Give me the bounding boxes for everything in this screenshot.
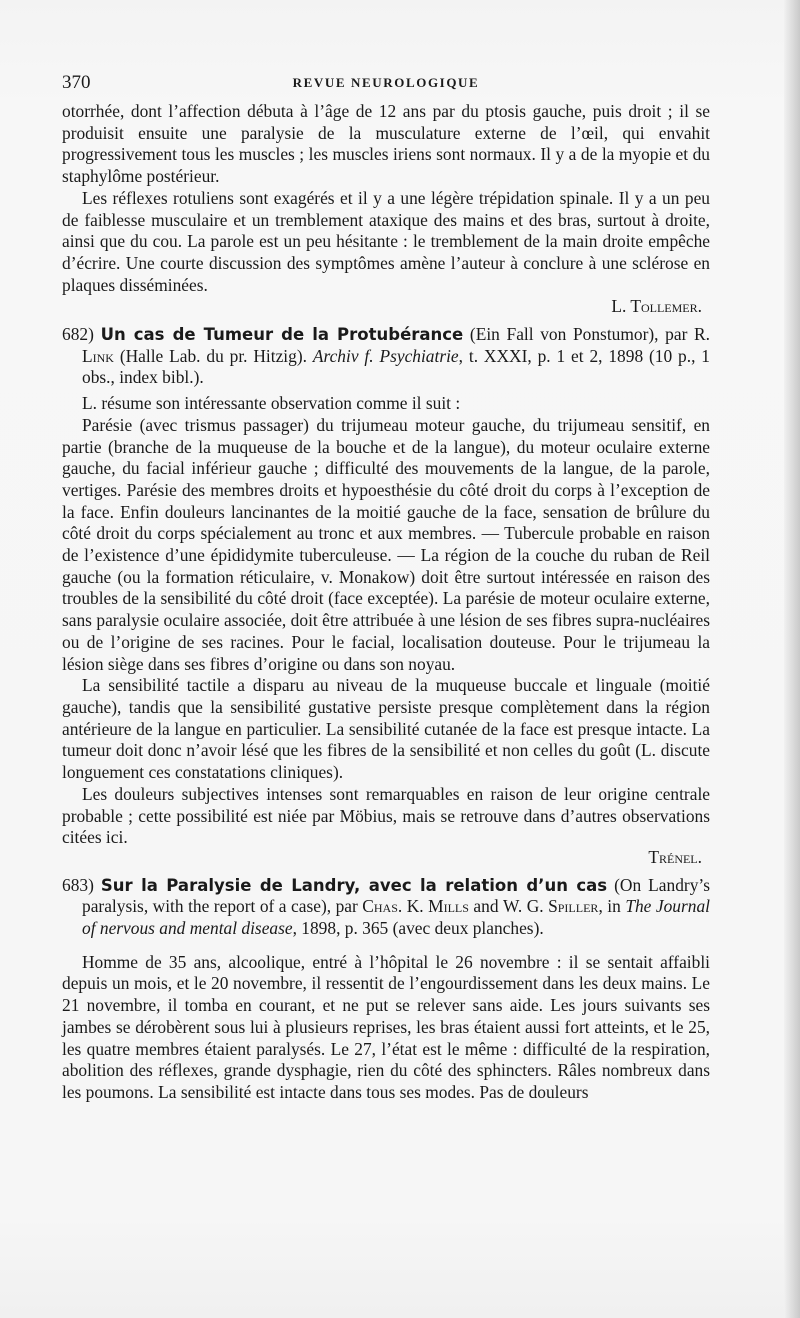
entry-682-paragraph-1: L. résume son intéressante observation comme il suit : bbox=[82, 393, 461, 414]
entry-683-title: Sur la Paralysie de Landry, avec la relation d’un cas bbox=[100, 875, 608, 895]
continuation-paragraph-1: otorrhée, dont l’affection débuta à l’âge de 12 ans par du ptosis gauche, puis droit ; il se produisit ensuite une paralysie de la musculature externe de l’œil, qui envahit progressivement tous les muscles ; les muscles iriens sont normaux. Il y a de la myopie et du staphylôme postérieur. bbox=[62, 101, 710, 187]
entry-682-author: Link bbox=[82, 345, 114, 366]
entry-682-ref-c: , t. XXXI, p. 1 et 2, 1898 (10 p., 1 obs., index bibl.). bbox=[82, 345, 710, 388]
entry-683-heading bbox=[62, 875, 710, 940]
page-edge-shadow bbox=[784, 0, 800, 1318]
spacer bbox=[62, 944, 710, 952]
entry-683-author-1: Chas. K. Mills bbox=[362, 896, 469, 917]
entry-683-number: 683) bbox=[62, 874, 94, 895]
page-number: 370 bbox=[62, 72, 91, 93]
entry-683-ref-a: (On Landry’s paralysis, with the report of a case), par bbox=[82, 874, 710, 917]
running-title: REVUE NEUROLOGIQUE bbox=[292, 75, 480, 90]
entry-682-journal: Archiv f. Psychiatrie bbox=[312, 345, 459, 366]
entry-682-title: Un cas de Tumeur de la Protubérance bbox=[100, 325, 464, 345]
entry-682-number: 682) bbox=[62, 324, 94, 345]
entry-682-heading bbox=[62, 324, 710, 389]
entry-682-paragraph-3: La sensibilité tactile a disparu au niveau de la muqueuse buccale et linguale (moitié gauche), tandis que la sensibilité gustative persiste presque complètement dans la région antérieure de la langue en particulier. La sensibilité cutanée de la face est presque intacte. La tumeur doit donc n’avoir lésé que les fibres de la sensibilité et non celles du goût (L. discute longuement ces constatations cliniques). bbox=[62, 675, 710, 783]
entry-683-ref-and: and bbox=[468, 896, 504, 917]
signature-tollemer: L. Tollemer. bbox=[611, 296, 702, 317]
continuation-paragraph-2: Les réflexes rotuliens sont exagérés et il y a une légère trépidation spinale. Il y a un peu de faiblesse musculaire et un tremblement ataxique des mains et des bras, surtout à droite, ainsi que du cou. La parole est un peu hésitante : le tremblement de la main droite empêche d’écrire. Une courte discussion des symptômes amène l’auteur à conclure à une sclérose en plaques disséminées. bbox=[62, 187, 710, 295]
entry-682-paragraph-4: Les douleurs subjectives intenses sont remarquables en raison de leur origine centrale probable ; cette possibilité est niée par Möbius, mais se retrouve dans d’autres observations citées ici. bbox=[62, 783, 710, 848]
entry-682-paragraph-2: Parésie (avec trismus passager) du trijumeau moteur gauche, du trijumeau sensitif, en partie (branche de la muqueuse de la bouche et de la langue), du moteur oculaire externe gauche, du facial inférieur gauche ; difficulté des mouvements de la langue, de la parole, vertiges. Parésie des membres droits et hypoesthésie du côté droit du corps à l’exception de la face. Enfin douleurs lancinantes de la moitié gauche de la face, sensation de brûlure du côté droit du corps spécialement au tronc et aux membres. — Tubercule probable en raison de l’existence d’une épididymite tuberculeuse. — La région de la couche du ruban de Reil gauche (ou la formation réticulaire, v. Monakow) doit être surtout intéressée en raison des troubles de la sensibilité du côté droit (face exceptée). La parésie de moteur oculaire externe, sans paralysie oculaire associée, doit être attribuée à une lésion de ses fibres supra-nucléaires ou de l’origine de ses racines. Pour le facial, localisation douteuse. Pour le trijumeau la lésion siège dans ses fibres d’origine ou dans son noyau. bbox=[62, 414, 710, 674]
entry-683-ref-c: , 1898, p. 365 (avec deux planches). bbox=[292, 918, 544, 939]
entry-683-author-2: W. G. Spiller bbox=[503, 896, 599, 917]
page-header bbox=[62, 72, 710, 98]
page-body bbox=[62, 101, 710, 1104]
signature-trenel: Trénel. bbox=[648, 846, 702, 867]
entry-683-paragraph-1: Homme de 35 ans, alcoolique, entré à l’hôpital le 26 novembre : il se sentait affaibli depuis un mois, et le 20 novembre, il ressentit de l’engourdissement dans les deux mains. Le 21 novembre, il tomba en courant, et ne put se relever sans aide. Les jours suivants ses jambes se dérobèrent sous lui à plusieurs reprises, les bras étaient aussi fort atteints, et le 25, les quatre membres étaient paralysés. Le 27, l’état est le même : difficulté de la respiration, abolition des réflexes, grande dysphagie, rien du côté des sphincters. Râles nombreux dans les poumons. La sensibilité est intacte dans tous ses modes. Pas de douleurs bbox=[62, 951, 710, 1102]
entry-683-ref-b: , in bbox=[598, 896, 626, 917]
entry-682-ref-b: (Halle Lab. du pr. Hitzig). bbox=[113, 345, 313, 366]
entry-682-ref-a: (Ein Fall von Ponstumor), par R. bbox=[463, 324, 710, 345]
entry-683-journal: The Journal of nervous and mental disease bbox=[82, 896, 710, 939]
